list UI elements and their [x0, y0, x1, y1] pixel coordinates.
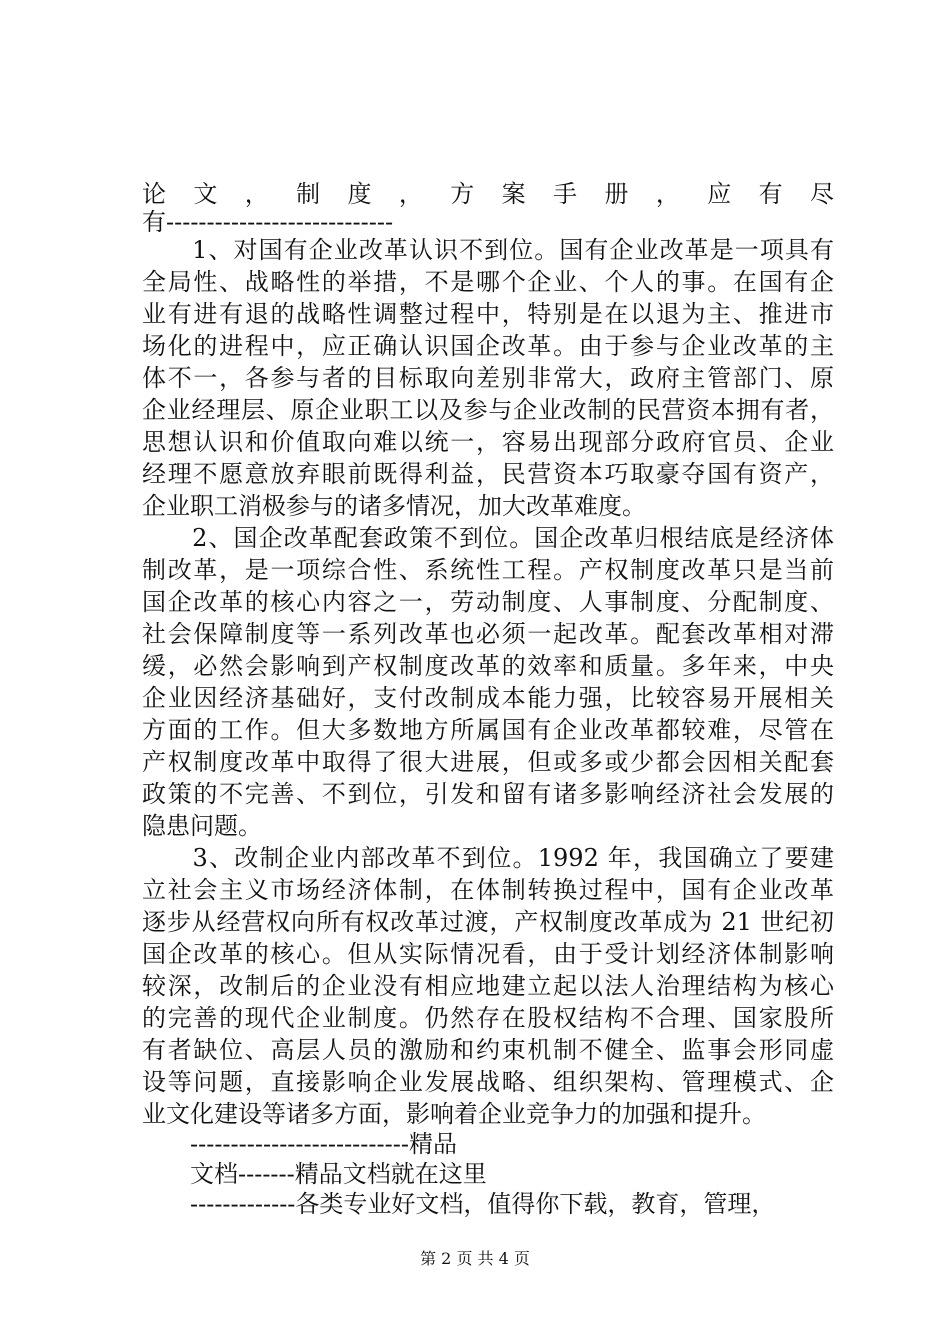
- body-line: 隐患问题。: [142, 812, 262, 840]
- body-line: 方面的工作。但大多数地方所属国有企业改革都较难，尽管在: [142, 716, 834, 744]
- body-line: 政策的不完善、不到位，引发和留有诸多影响经济社会发展的: [142, 780, 834, 808]
- body-line: 设等问题，直接影响企业发展战略、组织架构、管理模式、企: [142, 1068, 834, 1096]
- body-line: 思想认识和价值取向难以统一，容易出现部分政府官员、企业: [142, 428, 834, 456]
- body-line: 缓，必然会影响到产权制度改革的效率和质量。多年来，中央: [142, 652, 834, 680]
- body-line: 1、对国有企业改革认识不到位。国有企业改革是一项具有: [142, 236, 834, 264]
- body-line: 制改革，是一项综合性、系统性工程。产权制度改革只是当前: [142, 556, 834, 584]
- body-line: 业文化建设等诸多方面，影响着企业竞争力的加强和提升。: [142, 1100, 766, 1128]
- body-line: 的完善的现代企业制度。仍然存在股权结构不合理、国家股所: [142, 1004, 834, 1032]
- trailer-line-1: ---------------------------精品: [142, 1130, 457, 1158]
- body-line: 产权制度改革中取得了很大进展，但或多或少都会因相关配套: [142, 748, 834, 776]
- body-line: 有者缺位、高层人员的激励和约束机制不健全、监事会形同虚: [142, 1036, 834, 1064]
- header-line-2: 有----------------------------: [142, 208, 394, 236]
- body-line: 2、国企改革配套政策不到位。国企改革归根结底是经济体: [142, 524, 834, 552]
- body-line: 国企改革的核心内容之一，劳动制度、人事制度、分配制度、: [142, 588, 834, 616]
- body-line: 企业职工消极参与的诸多情况，加大改革难度。: [142, 492, 646, 520]
- body-line: 逐步从经营权向所有权改革过渡，产权制度改革成为 21 世纪初: [142, 908, 834, 936]
- body-line: 企业因经济基础好，支付改制成本能力强，比较容易开展相关: [142, 684, 834, 712]
- body-line: 3、改制企业内部改革不到位。1992 年，我国确立了要建: [142, 844, 834, 872]
- body-line: 较深，改制后的企业没有相应地建立起以法人治理结构为核心: [142, 972, 834, 1000]
- body-line: 业有进有退的战略性调整过程中，特别是在以退为主、推进市: [142, 300, 834, 328]
- body-line: 企业经理层、原企业职工以及参与企业改制的民营资本拥有者，: [142, 396, 834, 424]
- body-line: 国企改革的核心。但从实际情况看，由于受计划经济体制影响: [142, 940, 834, 968]
- body-line: 立社会主义市场经济体制，在体制转换过程中，国有企业改革: [142, 876, 834, 904]
- body-line: 社会保障制度等一系列改革也必须一起改革。配套改革相对滞: [142, 620, 834, 648]
- trailer-line-2: 文档-------精品文档就在这里: [142, 1160, 487, 1188]
- page-number-footer: 第 2 页 共 4 页: [420, 1249, 530, 1268]
- body-line: 体不一，各参与者的目标取向差别非常大，政府主管部门、原: [142, 364, 834, 392]
- trailer-line-3: -------------各类专业好文档，值得你下载，教育，管理，: [142, 1190, 776, 1218]
- body-line: 经理不愿意放弃眼前既得利益，民营资本巧取豪夺国有资产，: [142, 460, 834, 488]
- body-line: 场化的进程中，应正确认识国企改革。由于参与企业改革的主: [142, 332, 834, 360]
- body-line: 全局性、战略性的举措，不是哪个企业、个人的事。在国有企: [142, 268, 834, 296]
- header-line-1: 论 文 ， 制 度 ， 方 案 手 册 ， 应 有 尽: [142, 180, 834, 208]
